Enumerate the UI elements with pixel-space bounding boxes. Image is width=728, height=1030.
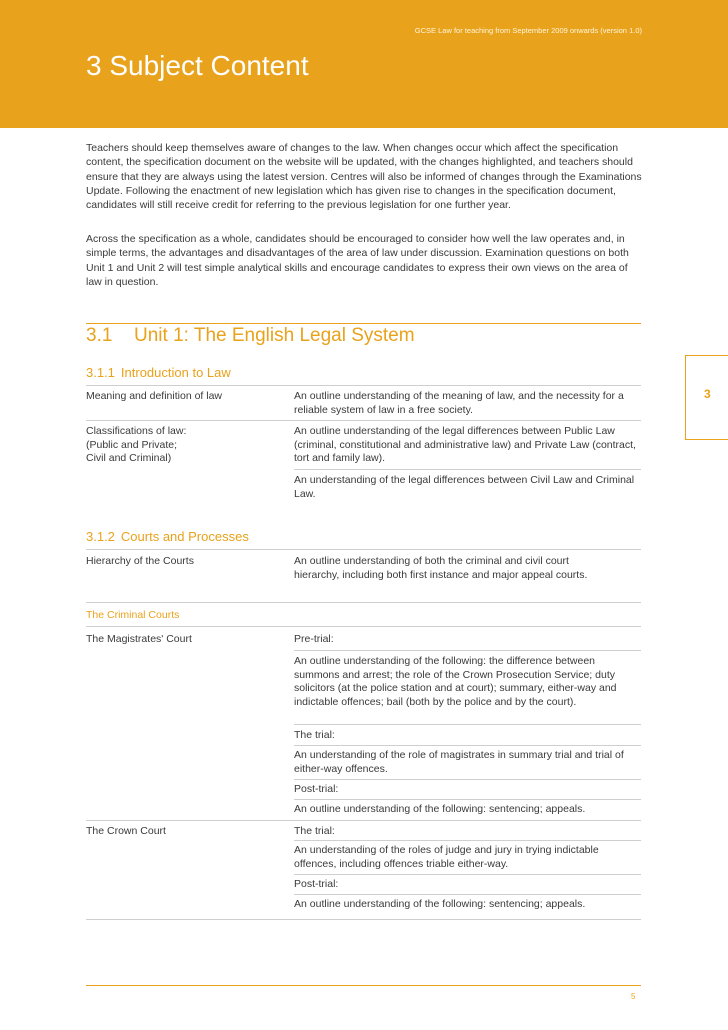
footer-rule <box>86 985 641 986</box>
row-divider <box>86 385 641 386</box>
row-label-classifications <box>86 425 282 466</box>
side-tab-number: 3 <box>704 387 711 401</box>
row-text-civil-criminal: An understanding of the legal differences between Civil Law and Criminal Law. <box>294 474 635 500</box>
row-divider <box>294 894 641 895</box>
section-heading <box>86 325 415 347</box>
row-divider <box>294 469 641 470</box>
page-number: 5 <box>631 992 636 1001</box>
crown-trial-label: The trial: <box>294 825 335 837</box>
row-label-magistrates: The Magistrates' Court <box>86 633 192 645</box>
row-divider <box>86 626 641 627</box>
classifications-line-3: Civil and Criminal) <box>86 452 172 464</box>
intro-paragraph-2: Across the specification as a whole, candidates should be encouraged to consider how well the law operates and, in simple terms, the advantages and disadvantages of the area of law under discussion. Examination questions on both Unit 1 and Unit 2 will test simple analytical skills and encourage candidates to express their own views on the area of law in question. <box>86 233 629 288</box>
classifications-line-2: (Public and Private; <box>86 438 178 451</box>
page-title: 3 Subject Content <box>86 50 309 81</box>
row-divider <box>294 840 641 841</box>
subheading-number: 3.1.1 <box>86 365 115 380</box>
magistrates-pre-trial-text: An outline understanding of the following: the difference between summons and arrest; the role of the Crown Prosecution Service; duty solicitors (at the police station and at court); summary, either-way and indictable offences; bail (both by the police and by the court). <box>294 655 617 708</box>
row-divider <box>86 820 641 821</box>
row-label-crown-court: The Crown Court <box>86 825 166 837</box>
section-number: 3.1 <box>86 325 113 346</box>
subheading-courts-and-processes <box>86 529 249 544</box>
row-label-hierarchy: Hierarchy of the Courts <box>86 555 194 567</box>
row-text-classifications: An outline understanding of the legal differences between Public Law (criminal, constitutional and administrative law) and Private Law (contract, tort and family law). <box>294 425 636 464</box>
crown-post-trial-text: An outline understanding of the following: sentencing; appeals. <box>294 898 586 910</box>
magistrates-post-trial-text: An outline understanding of the following: sentencing; appeals. <box>294 803 586 815</box>
running-head: GCSE Law for teaching from September 2009 onwards (version 1.0) <box>414 26 642 35</box>
section-rule <box>86 323 641 324</box>
row-divider <box>294 650 641 651</box>
section-title: Unit 1: The English Legal System <box>134 325 415 346</box>
row-divider <box>86 549 641 550</box>
row-divider <box>294 745 641 746</box>
magistrates-trial-label: The trial: <box>294 729 335 741</box>
subheading-title: Courts and Processes <box>120 529 249 544</box>
row-divider <box>86 420 641 421</box>
subheading-title: Introduction to Law <box>120 365 231 380</box>
crown-trial-text: An understanding of the roles of judge and jury in trying indictable offences, including offences triable either-way. <box>294 844 599 870</box>
row-divider <box>86 919 641 920</box>
intro-paragraph-1: Teachers should keep themselves aware of changes to the law. When changes occur which affect the specification content, the specification document on the website will be updated, with the changes highlighted, and teachers should ensure that they are always using the latest version. Centres will also be informed of changes through the Examinations Update. Following the enactment of new legislation which has given rise to changes in the specification document, candidates will still receive credit for referring to the previous legislation for one further year. <box>86 142 642 212</box>
subheading-number: 3.1.2 <box>86 529 115 544</box>
magistrates-pre-trial-label: Pre-trial: <box>294 633 334 645</box>
magistrates-trial-text: An understanding of the role of magistrates in summary trial and trial of either-way offences. <box>294 749 624 775</box>
subheading-introduction-to-law <box>86 365 231 380</box>
row-divider <box>294 799 641 800</box>
crown-post-trial-label: Post-trial: <box>294 878 339 890</box>
row-text-hierarchy: An outline understanding of both the criminal and civil court hierarchy, including both first instance and major appeal courts. <box>294 555 588 581</box>
row-divider <box>294 724 641 725</box>
row-divider <box>294 874 641 875</box>
row-text-meaning-of-law: An outline understanding of the meaning of law, and the necessity for a reliable system of law in a free society. <box>294 390 624 416</box>
magistrates-post-trial-label: Post-trial: <box>294 783 339 795</box>
row-label-meaning-of-law: Meaning and definition of law <box>86 390 223 402</box>
row-divider <box>294 779 641 780</box>
criminal-courts-label: The Criminal Courts <box>86 609 180 621</box>
section-side-tab <box>685 355 728 440</box>
row-divider <box>86 602 641 603</box>
classifications-line-1: Classifications of law: <box>86 425 187 437</box>
